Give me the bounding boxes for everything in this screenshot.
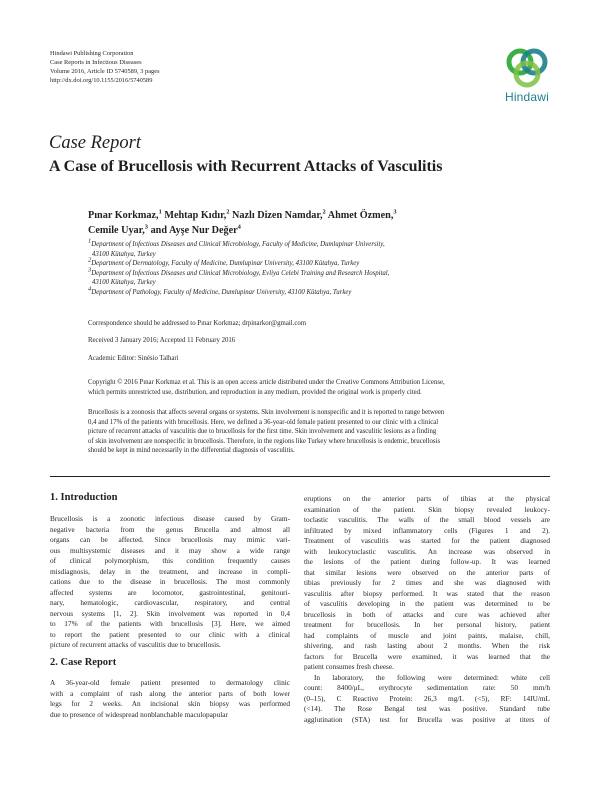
- text-line: affected systems are locomotor, gastrointestinal, genitouri-: [50, 587, 290, 597]
- text-line: nervous systems [1, 2]. Skin involvement was reported in 0,4: [50, 608, 290, 618]
- editor-line: Academic Editor: Sinésio Talhari: [88, 355, 179, 362]
- text-line: In laboratory, the following were determined: white cell: [314, 672, 550, 682]
- text-line: (<14). The Rose Bengal test was positive. Standard tube: [304, 704, 550, 713]
- author-list: [88, 208, 558, 238]
- text-line: misdiagnosis, delay in the treatment, and increase in compli-: [50, 566, 290, 576]
- abstract-line: should be kept in mind necessarily in the differential diagnosis of vasculitis.: [88, 447, 295, 455]
- case-report-heading: 2. Case Report: [50, 657, 117, 668]
- text-line: treatment for brucellosis. In her personal history, patient: [304, 620, 550, 629]
- text-line: shivering, and rash lasting about 2 months. When the risk: [304, 641, 550, 650]
- journal-name: Case Reports in Infectious Diseases: [50, 59, 142, 66]
- text-line: (0–15), C Reactive Protein: 26,3 mg/L (<5), RF: 14IU/mL: [304, 693, 550, 703]
- text-line: negative bacteria from the genus Brucella and almost all: [50, 524, 290, 534]
- abstract: [88, 408, 550, 456]
- text-line: toclastic vasculitis. The walls of the small blood vessels are: [304, 515, 550, 524]
- dates-line: Received 3 January 2016; Accepted 11 February 2016: [88, 337, 236, 344]
- text-line: that similar lesions were observed on the anterior parts of: [304, 567, 550, 577]
- article-title: A Case of Brucellosis with Recurrent Attacks of Vasculitis: [49, 158, 443, 175]
- affiliation-item: $^3$Department of Infectious Diseases and Clinical Microbiology, Evliya Celebi Training and Research Hospital,: [88, 266, 390, 277]
- author-name: Pınar Korkmaz,$^1$: [88, 208, 162, 221]
- right-column-body: [304, 494, 550, 725]
- text-line: due to presence of widespread nonblanchable maculopapular: [50, 709, 228, 719]
- text-line: Brucellosis is a zoonotic infectious disease caused by Gram-: [50, 514, 290, 523]
- intro-heading: 1. Introduction: [50, 492, 118, 503]
- text-line: factors for Brucella were examined, it was learned that the: [304, 651, 550, 661]
- text-line: legs for 2 weeks. An incisional skin biopsy was performed: [50, 699, 290, 708]
- text-line: had complaints of muscle and joint paints, malaise, chill,: [304, 630, 550, 640]
- section-divider: [50, 476, 550, 477]
- text-line: of clinical polymorphism, this condition frequently causes: [50, 556, 290, 565]
- doi-link[interactable]: http://dx.doi.org/10.1155/2016/5740589: [50, 77, 153, 84]
- copyright-line: which permits unrestricted use, distribution, and reproduction in any medium, provided the original work is properly cited.: [88, 388, 422, 396]
- volume-line: Volume 2016, Article ID 5740589, 3 pages: [50, 68, 160, 75]
- text-line: nary, hematologic, cardiovascular, respiratory, and central: [50, 598, 290, 607]
- text-line: Treatment of vasculitis was started for the patient diagnosed: [304, 536, 550, 545]
- abstract-line: of skin involvement are nonspecific in brucellosis. Therefore, in the regions like Turkey where brucellosis is endemic, brucellosis: [88, 437, 441, 445]
- text-line: examination of the patient. Skin biopsy revealed leukocy-: [304, 504, 550, 514]
- text-line: to 17% of the patients with brucellosis [3]. Here, we aimed: [50, 619, 290, 628]
- text-line: agglutination (STA) test for Brucella was positive at titers of: [304, 714, 550, 724]
- text-line: cations due to the disease in brucellosis. The most commonly: [50, 577, 290, 586]
- journal-header: [50, 49, 160, 85]
- abstract-line: 0,4 and 17% of the patients with brucellosis. Here, we defined a 36-year-old female patient presented to our clinic with a clinical: [88, 418, 439, 426]
- logo-wordmark: Hindawi: [504, 90, 550, 104]
- author-name: Ahmet Özmen,$^3$: [327, 208, 397, 221]
- author-name: Mehtap Kıdır,$^2$: [164, 208, 230, 221]
- affiliation-list: [88, 237, 568, 298]
- text-line: vasculitis after biopsy performed. It was stated that the reason: [304, 588, 550, 598]
- article-type-label: Case Report: [49, 133, 141, 153]
- text-line: infiltrated by mixed inflammatory cells (Figures 1 and 2).: [304, 525, 550, 535]
- author-name: and Ayşe Nur Değer$^4$: [150, 223, 241, 236]
- copyright-notice: [88, 378, 550, 397]
- abstract-line: picture of recurrent attacks of vasculitis due to brucellosis for the first time. Skin involvement and vasculitic lesions as a finding: [88, 428, 437, 436]
- text-line: tibias previously for 2 times and she was diagnosed with: [304, 578, 550, 587]
- text-line: with a complaint of rash along the anterior parts of both lower: [50, 688, 290, 698]
- case-report-body: [50, 678, 290, 720]
- text-line: picture of recurrent attacks of vasculitis due to brucellosis.: [50, 640, 221, 649]
- text-line: eruptions on the anterior parts of tibias at the physical: [304, 494, 550, 503]
- text-line: the lesions of the patient during follow-up. It was learned: [304, 557, 550, 566]
- affiliation-item: $^1$Department of Infectious Diseases and Clinical Microbiology, Faculty of Medicine, Dumlupinar University,: [88, 237, 385, 248]
- correspondence-line: Correspondence should be addressed to Pınar Korkmaz; drpinarkor@gmail.com: [88, 320, 307, 327]
- text-line: count: 8400/μL, erythrocyte sedimentation rate: 50 mm/h: [304, 683, 550, 692]
- affiliation-item-cont: 43100 Kütahya, Turkey: [92, 250, 156, 258]
- author-name: Cemile Uyar,$^3$: [88, 223, 149, 236]
- intro-body: [50, 514, 290, 651]
- abstract-line: Brucellosis is a zoonosis that affects several organs or systems. Skin involvement is nonspecific and it is reported to range between: [88, 409, 445, 416]
- affiliation-item: $^2$Department of Dermatology, Faculty of Medicine, Dumlupinar University, 43100 Kütahya, Turkey: [88, 256, 360, 268]
- author-name: Nazlı Dizen Namdar,$^2$: [232, 208, 326, 221]
- copyright-line: Copyright © 2016 Pınar Korkmaz et al. This is an open access article distributed under the Creative Commons Attribution License,: [88, 379, 445, 386]
- text-line: brucellosis in both of attacks and cure was achieved after: [304, 609, 550, 619]
- text-line: with leukocytoclastic vasculitis. An increase was observed in: [304, 546, 550, 556]
- affiliation-item-cont: 43100 Kütahya, Turkey: [92, 279, 156, 287]
- text-line: patient consumes fresh cheese.: [304, 662, 394, 671]
- text-line: to report the patient presented to our clinic with a clinical: [50, 629, 290, 639]
- text-line: of vasculitis developing in the patient was determined to be: [304, 599, 550, 608]
- publisher-line: Hindawi Publishing Corporation: [50, 50, 134, 57]
- text-line: ous multisystemic diseases and it may show a wide range: [50, 545, 290, 555]
- text-line: organs can be affected. Since brucellosis may mimic vari-: [50, 535, 290, 544]
- text-line: A 36-year-old female patient presented to dermatology clinic: [50, 678, 290, 687]
- affiliation-item: $^4$Department of Pathology, Faculty of Medicine, Dumlupinar University, 43100 Kütahya, Turkey: [88, 285, 352, 296]
